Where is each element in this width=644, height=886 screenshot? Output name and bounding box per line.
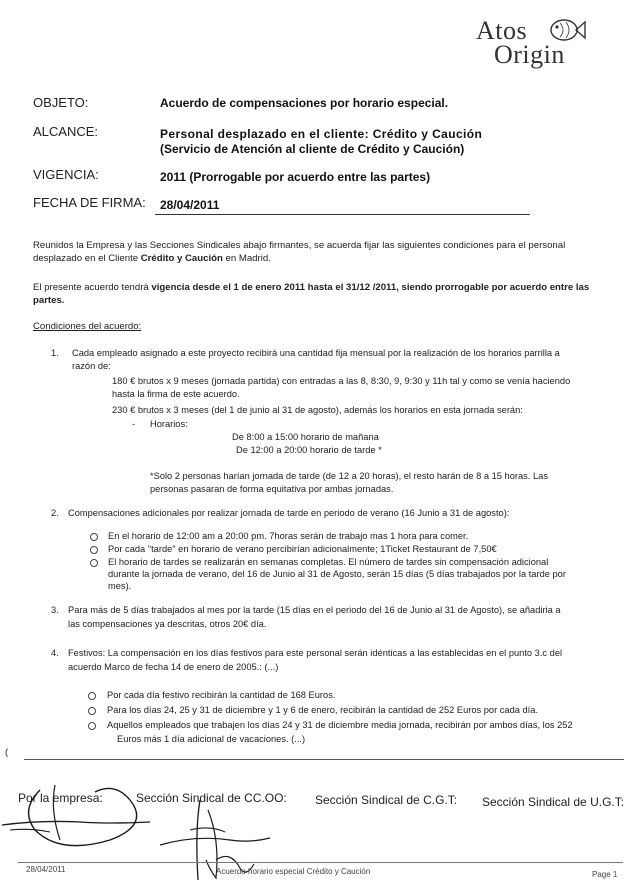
item2-bullet-2: [90, 546, 98, 554]
item1-horarios: Horarios:: [150, 419, 188, 429]
intro-paragraph-1: [33, 240, 633, 265]
item1-line4: hasta la firma de este acuerdo.: [112, 389, 240, 399]
item2-number: 2.: [51, 508, 59, 518]
intro-paragraph-2: [33, 282, 638, 307]
alcance-value-line2: (Servicio de Atención al cliente de Crédito y Caución): [160, 142, 465, 156]
intro-p1-post: en Madrid.: [222, 252, 271, 264]
item2-bullet-3: [90, 559, 98, 567]
item1-note-line1: *Solo 2 personas harían jornada de tarde (de 12 a 20 horas), el resto harán de 8 a 15 horas. Las: [150, 471, 548, 481]
alcance-value-line1: Personal desplazado en el cliente: Crédito y Caución: [160, 127, 483, 141]
fecha-firma-label: FECHA DE FIRMA:: [33, 195, 146, 210]
intro-p1-bold: Crédito y Caución: [140, 252, 223, 264]
signature-label-ugt: Sección Sindical de U.G.T:: [482, 795, 625, 809]
footer-date: 28/04/2011: [26, 865, 66, 874]
item3-line2: las compensaciones ya descritas, otros 20€ día.: [68, 619, 267, 629]
item1-horario-tarde: De 12:00 a 20:00 horario de tarde *: [236, 445, 382, 455]
item2-bullet-2-text: Por cada "tarde" en horario de verano percibirían adicionalmente; 1Ticket Restaurant de 7,50€: [108, 544, 497, 554]
footer-page: Page 1: [592, 870, 618, 879]
item1-line1: Cada empleado asignado a este proyecto recibirá una cantidad fija mensual por la realización de los horarios parrilla a: [72, 348, 560, 358]
item1-horario-manana: De 8:00 a 15:00 horario de mañana: [232, 432, 379, 442]
item1-line3: 180 € brutos x 9 meses (jornada partida) con entradas a las 8, 8:30, 9, 9:30 y 11h tal y como se venía haciendo: [112, 376, 571, 386]
intro-p1-pre: desplazado en el Cliente: [33, 252, 141, 264]
item4-line1: Festivos: La compensación en los días festivos para este personal serán idénticas a las establecidas en el punto 3.c del: [68, 648, 563, 658]
item2-bullet-3-line3: mes).: [108, 581, 132, 591]
conditions-title: Condiciones del acuerdo:: [33, 321, 142, 332]
item2-bullet-1: [90, 533, 98, 541]
company-logo: [470, 10, 640, 72]
logo-atos-text: Atos: [476, 16, 528, 45]
item2-bullet-1-text: En el horario de 12:00 am a 20:00 pm. 7horas serán de trabajo mas 1 hora para comer.: [108, 531, 469, 541]
intro-p1-line2: [33, 253, 633, 266]
separator-line: [24, 759, 624, 760]
objeto-value: Acuerdo de compensaciones por horario especial.: [160, 96, 449, 110]
intro-p2-bold-2: partes.: [33, 294, 65, 306]
item2-line1: Compensaciones adicionales por realizar jornada de tarde en periodo de verano (16 Junio a 31 de agosto):: [68, 508, 510, 518]
fecha-underline: [155, 214, 530, 215]
signature-empresa-drawing: [0, 770, 170, 870]
item4-bullet-1: [88, 692, 96, 700]
item4-line2: acuerdo Marco de fecha 14 de enero de 2005.: (...): [68, 662, 279, 672]
item4-bullet-2: [88, 707, 96, 715]
item4-bullet-3-line2: Euros más 1 día adicional de vacaciones. (...): [117, 734, 306, 744]
item1-dash: -: [132, 419, 136, 429]
item1-line2: razón de:: [72, 361, 111, 371]
item1-note-line2: personas pasaran de forma equitativa por ambas jornadas.: [150, 484, 394, 494]
item3-line1: Para más de 5 días trabajados al mes por la tarde (15 días en el periodo del 16 de Junio al 31 de Agosto), se añadiria a: [68, 605, 561, 615]
item2-bullet-3-line2: durante la jornada de verano, del 16 de Junio al 31 de Agosto, serán 15 días (5 días trabajados por la tarde por: [108, 569, 566, 579]
intro-p2-line1: [33, 282, 638, 295]
intro-p1-line1: Reunidos la Empresa y las Secciones Sindicales abajo firmantes, se acuerda fijar las siguientes condiciones para el personal: [33, 240, 566, 251]
objeto-label: OBJETO:: [33, 95, 89, 110]
intro-p2-line2: [33, 295, 638, 308]
vigencia-label: VIGENCIA:: [33, 167, 99, 182]
item4-number: 4.: [51, 648, 59, 658]
item4-bullet-1-text: Por cada día festivo recibirán la cantidad de 168 Euros.: [107, 690, 336, 700]
vigencia-value: 2011 (Prorrogable por acuerdo entre las partes): [160, 170, 431, 184]
item4-bullet-3-line1: Aquellos empleados que trabajen los días 24 y 31 de diciembre media jornada, recibirán por ambos días, los 252: [107, 720, 573, 730]
item4-bullet-3: [88, 722, 96, 730]
alcance-label: ALCANCE:: [33, 124, 99, 139]
signature-label-cgt: Sección Sindical de C.G.T:: [315, 793, 458, 807]
item4-bullet-2-text: Para los días 24, 25 y 31 de diciembre y 1 y 6 de enero, recibirán la cantidad de 252 Euros por cada día.: [107, 705, 539, 715]
signature-label-empresa: Por la empresa:: [18, 791, 103, 805]
item2-bullet-3-line1: El horario de tardes se realizarán en semanas completas. El número de tardes sin compensación adicional: [108, 557, 549, 567]
item1-number: 1.: [51, 348, 59, 358]
fecha-firma-value: 28/04/2011: [160, 198, 220, 212]
item1-line5: 230 € brutos x 3 meses (del 1 de junio al 31 de agosto), además los horarios en esta jornada serán:: [112, 405, 523, 415]
open-parenthesis: (: [5, 747, 9, 757]
logo-origin-text: Origin: [494, 40, 565, 69]
footer-title: Acuerdo horario especial Crédito y Caución: [216, 867, 371, 876]
signature-label-ccoo: Sección Sindical de CC.OO:: [136, 791, 287, 805]
intro-p2-pre: El presente acuerdo tendrá: [33, 282, 152, 293]
item3-number: 3.: [51, 605, 59, 615]
intro-p2-bold: vigencia desde el 1 de enero 2011 hasta el 31/12 /2011, siendo prorrogable por acuerdo entre las: [151, 282, 590, 293]
footer-line: [18, 862, 623, 863]
